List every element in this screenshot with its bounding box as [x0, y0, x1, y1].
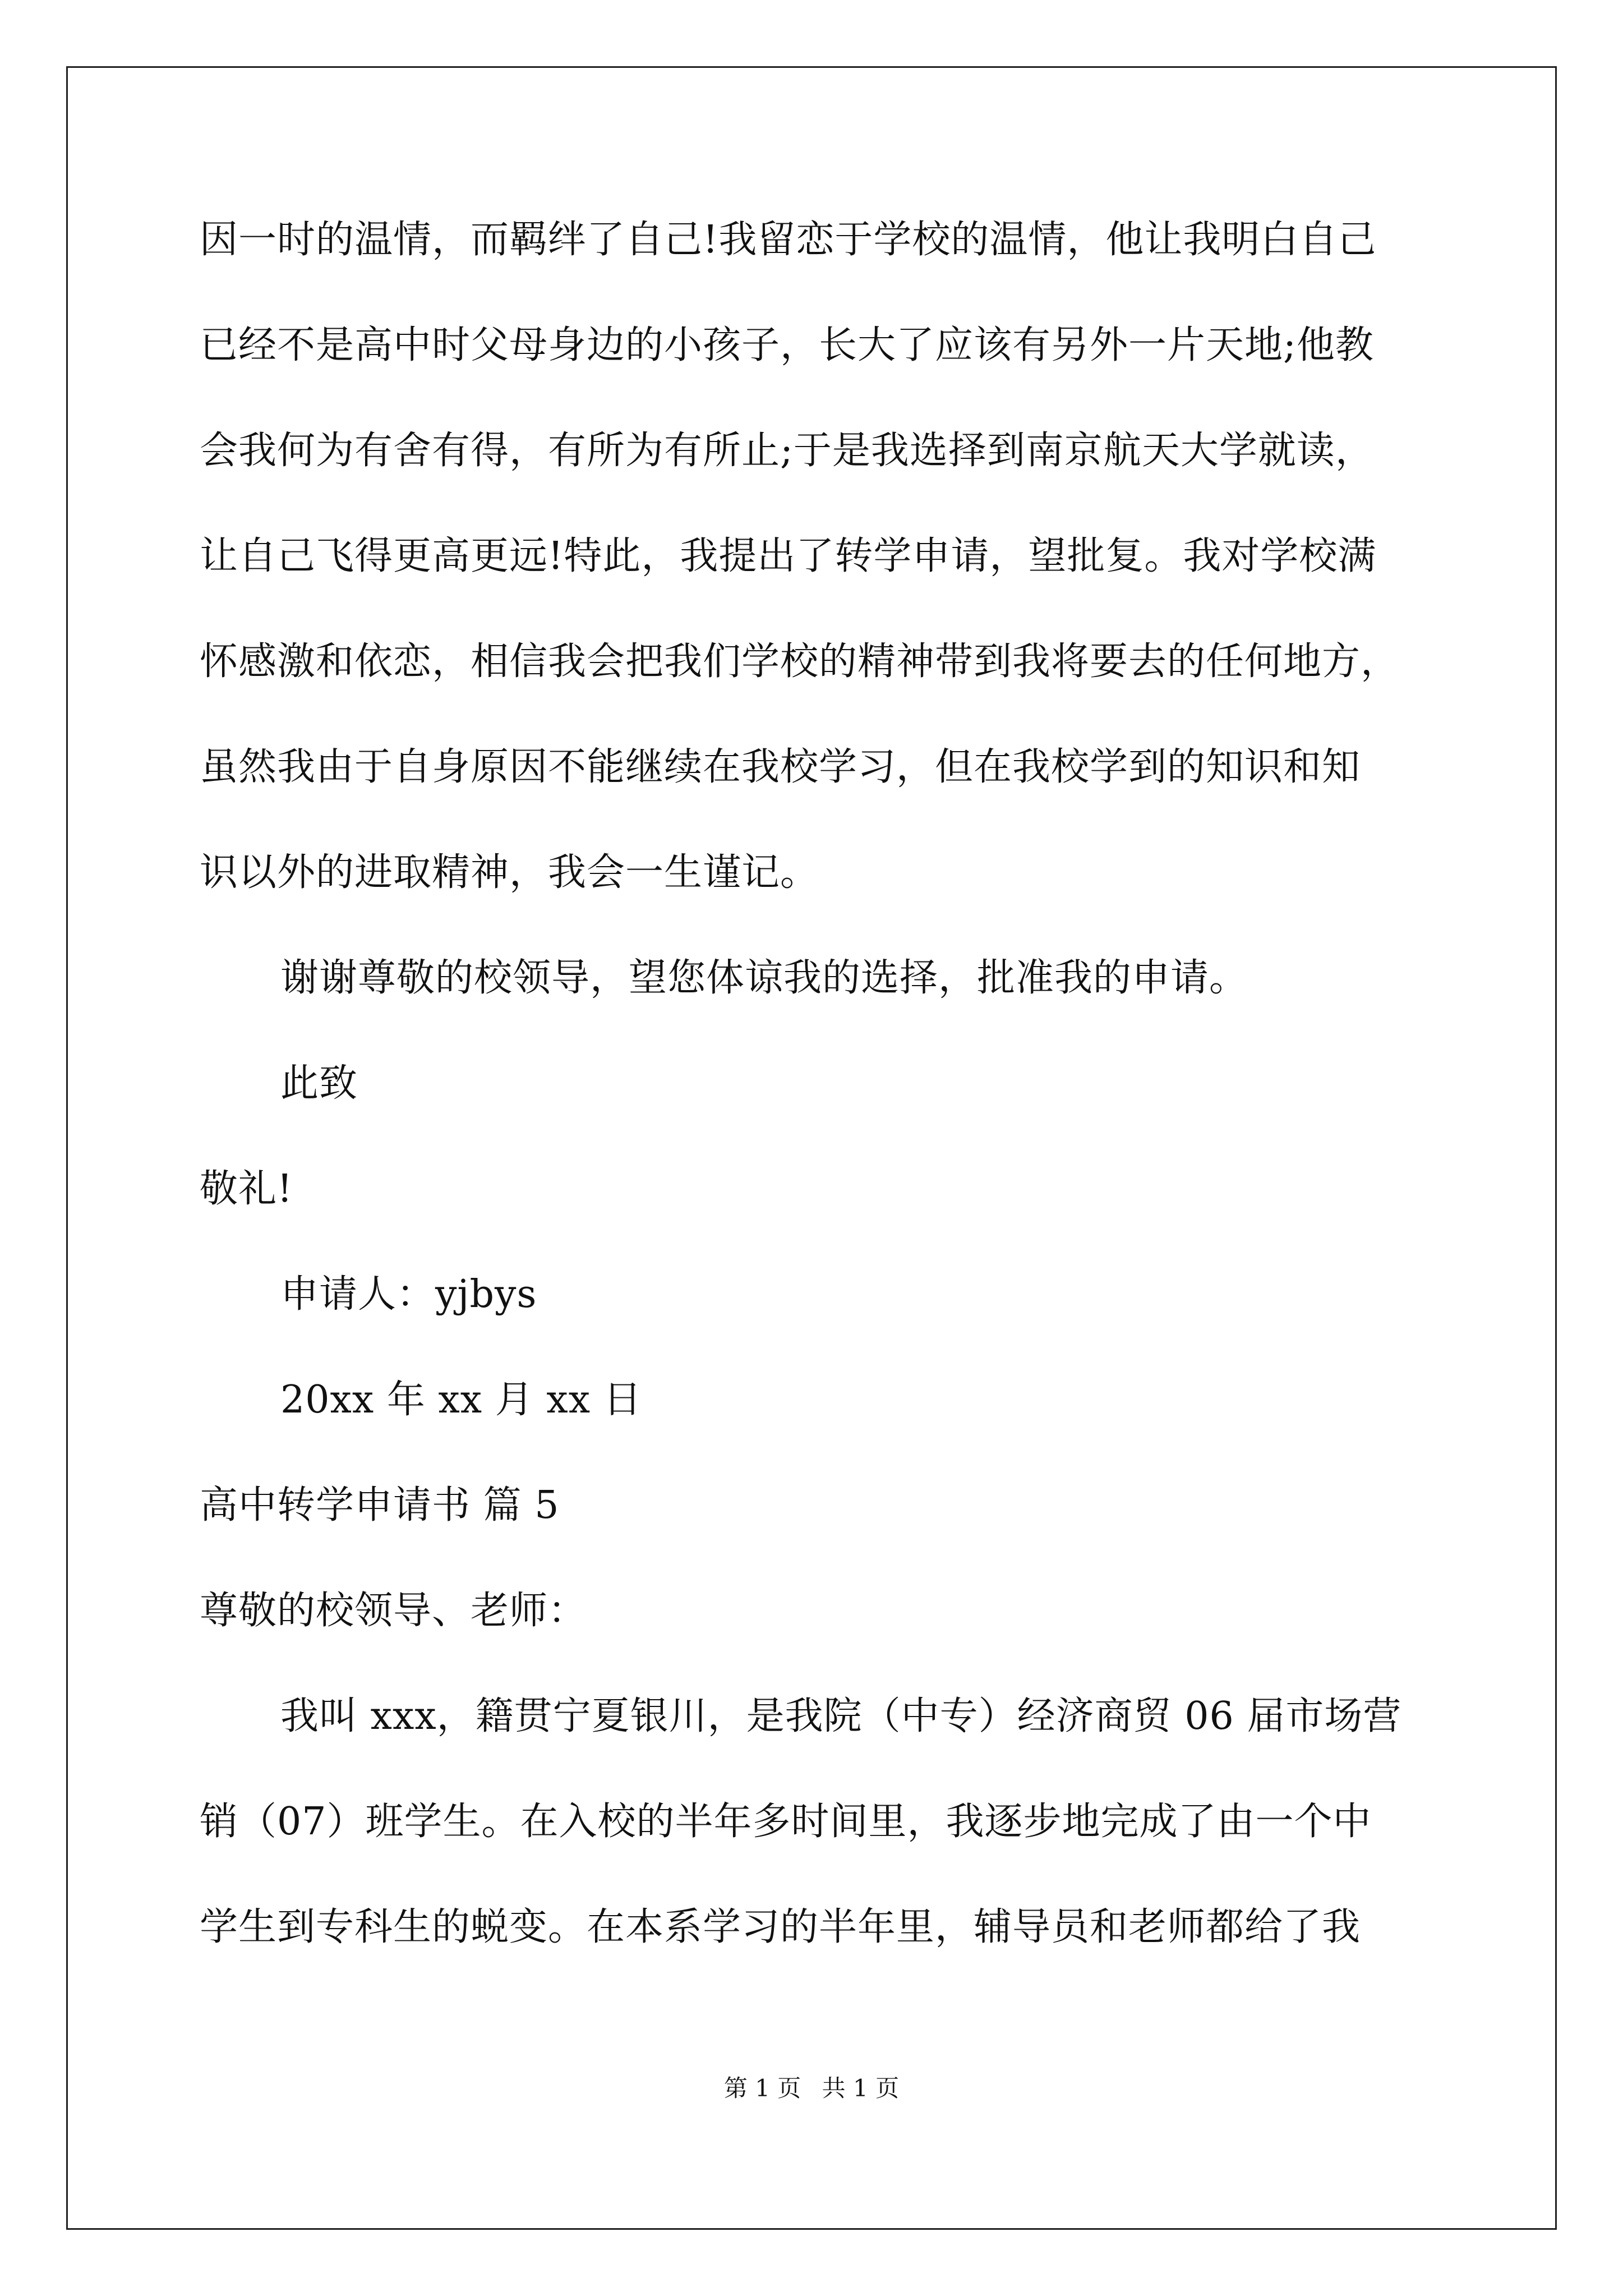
page-number: 第 1 页: [723, 2074, 801, 2102]
paragraph-line: 会我何为有舍有得，有所为有所止;于是我选择到南京航天大学就读，: [200, 429, 1374, 473]
paragraph-line: 我叫 xxx，籍贯宁夏银川，是我院（中专）经济商贸 06 届市场营: [280, 1694, 1402, 1738]
paragraph-line: 已经不是高中时父母身边的小孩子，长大了应该有另外一片天地;他教: [200, 323, 1374, 367]
closing-regards: 敬礼!: [200, 1167, 293, 1211]
applicant-signature: 申请人：yjbys: [280, 1272, 537, 1317]
paragraph-line: 让自己飞得更高更远!特此，我提出了转学申请，望批复。我对学校满: [200, 534, 1377, 578]
paragraph-line: 销（07）班学生。在入校的半年多时间里，我逐步地完成了由一个中: [200, 1800, 1372, 1844]
paragraph-line: 怀感激和依恋，相信我会把我们学校的精神带到我将要去的任何地方，: [200, 639, 1400, 684]
paragraph-line: 学生到专科生的蜕变。在本系学习的半年里，辅导员和老师都给了我: [200, 1905, 1361, 1949]
thanks-line: 谢谢尊敬的校领导，望您体谅我的选择，批准我的申请。: [280, 956, 1248, 1000]
paragraph-line: 因一时的温情，而羁绊了自己!我留恋于学校的温情，他让我明白自己: [200, 218, 1377, 262]
document-body: [200, 218, 1433, 2010]
paragraph-line: 虽然我由于自身原因不能继续在我校学习，但在我校学到的知识和知: [200, 745, 1361, 789]
greeting-line: 尊敬的校领导、老师：: [200, 1589, 587, 1633]
page-footer: [0, 2074, 1623, 2102]
page-total: 共 1 页: [822, 2074, 900, 2102]
date-line: 20xx 年 xx 月 xx 日: [280, 1378, 642, 1422]
closing-salutation: 此致: [280, 1061, 358, 1106]
section-heading: 高中转学申请书 篇 5: [200, 1483, 560, 1527]
paragraph-line: 识以外的进取精神，我会一生谨记。: [200, 850, 819, 895]
